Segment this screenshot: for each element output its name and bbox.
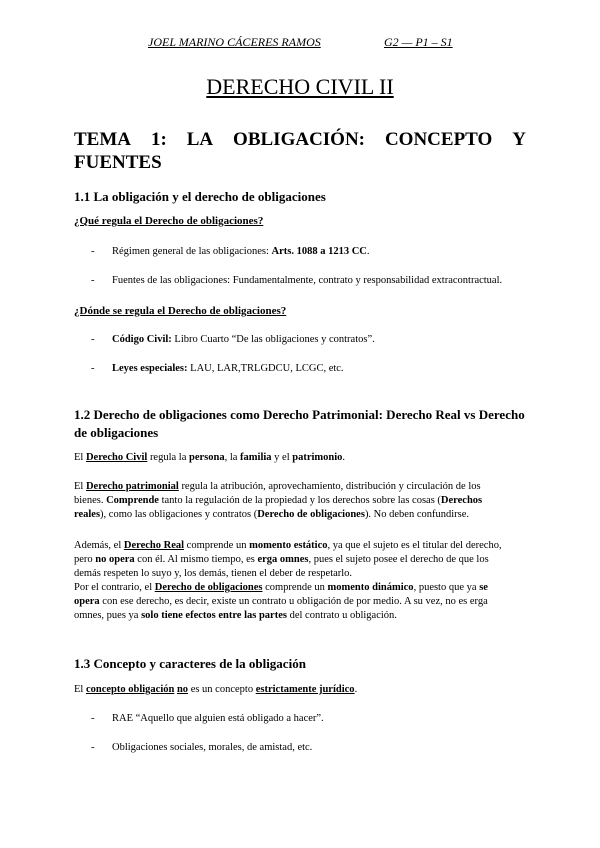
- question-que-regula: ¿Qué regula el Derecho de obligaciones?: [74, 215, 264, 227]
- header-code: G2 — P1 – S1: [384, 35, 453, 49]
- text-run: del contrato u obligación.: [286, 610, 397, 621]
- term-patrimonio: patrimonio: [292, 452, 343, 463]
- text-run: con él. Al mismo tiempo, es: [134, 554, 258, 565]
- text-line: demás respeten lo suyo y, los demás, tienen el deber de respetarlo.: [74, 568, 353, 579]
- section-heading-line: de obligaciones: [74, 425, 159, 440]
- text-run: omnes, pues ya: [74, 610, 142, 621]
- term-derecho-civil: Derecho Civil: [85, 452, 148, 463]
- term-no: no: [176, 684, 189, 695]
- term-derecho-obligaciones: Derecho de obligaciones: [257, 509, 365, 520]
- list-item-text: Régimen general de las obligaciones:: [112, 246, 272, 257]
- term-derecho-obligaciones: Derecho de obligaciones: [154, 582, 263, 593]
- text-run: tanto la regulación de la propiedad y los derechos sobre las cosas (: [158, 495, 441, 506]
- tema-word: TEMA: [74, 129, 131, 150]
- text-run: regula la: [147, 452, 189, 463]
- term-no-opera: no opera: [95, 554, 135, 565]
- term-comprende: Comprende: [106, 495, 159, 506]
- bullet-dash: -: [91, 713, 95, 724]
- term-concepto-obligacion: concepto obligación: [85, 684, 175, 695]
- paragraph: [74, 683, 526, 697]
- term-se: se: [479, 582, 488, 593]
- bullet-dash: -: [91, 742, 95, 753]
- section-1-2-heading: [74, 406, 525, 442]
- term-derecho-real: Derecho Real: [123, 540, 185, 551]
- section-1-3-heading: 1.3 Concepto y caracteres de la obligación: [74, 656, 306, 671]
- term-momento-estatico: momento estático: [249, 540, 328, 551]
- tema-word: LA: [186, 129, 214, 150]
- term-familia: familia: [240, 452, 272, 463]
- list-item-bold: Código Civil:: [112, 334, 172, 345]
- text-run: El: [74, 684, 86, 695]
- text-run: .: [354, 684, 358, 695]
- text-run: Además, el: [74, 540, 124, 551]
- text-run: El: [74, 452, 86, 463]
- term-efectos-partes: solo tiene efectos entre las partes: [141, 610, 287, 621]
- text-run: y el: [271, 452, 293, 463]
- term-derecho-patrimonial: Derecho patrimonial: [85, 481, 179, 492]
- text-run: , puesto que ya: [413, 582, 480, 593]
- tema-word: CONCEPTO: [384, 129, 493, 150]
- list-item-end: .: [366, 246, 370, 257]
- articles-reference: Arts. 1088 a 1213 CC: [271, 246, 367, 257]
- tema-word: Y: [512, 129, 526, 150]
- bullet-dash: -: [91, 246, 95, 257]
- text-run: con ese derecho, es decir, existe un contrato u obligación de por medio. A su vez, no es erga: [99, 596, 488, 607]
- tema-heading: [74, 128, 526, 174]
- section-1-1-heading: 1.1 La obligación y el derecho de obligaciones: [74, 189, 326, 204]
- text-run: regula la atribución, aprovechamiento, distribución y circulación de los: [178, 481, 481, 492]
- list-item-text: Obligaciones sociales, morales, de amistad, etc.: [112, 742, 313, 753]
- list-item-text: Fuentes de las obligaciones: Fundamentalmente, contrato y responsabilidad extracontractual.: [112, 275, 503, 286]
- text-run: comprende un: [184, 540, 250, 551]
- question-donde-regula: ¿Dónde se regula el Derecho de obligaciones?: [74, 305, 287, 317]
- text-run: El: [74, 481, 86, 492]
- text-run: , ya que el sujeto es el titular del derecho,: [327, 540, 502, 551]
- tema-line-2: FUENTES: [74, 152, 162, 173]
- section-heading-line: 1.2 Derecho de obligaciones como Derecho Patrimonial: Derecho Real vs Derecho: [74, 407, 525, 422]
- text-run: ), como las obligaciones y contratos (: [100, 509, 258, 520]
- term-erga-omnes: erga omnes: [257, 554, 309, 565]
- term-derechos: Derechos: [440, 495, 483, 506]
- tema-word: OBLIGACIÓN:: [233, 129, 366, 150]
- header-author: JOEL MARINO CÁCERES RAMOS: [148, 35, 321, 49]
- term-reales: reales: [74, 509, 101, 520]
- paragraph: [74, 451, 526, 465]
- text-run: , pues el sujeto posee el derecho de que los: [308, 554, 489, 565]
- paragraph: [74, 539, 526, 623]
- text-run: Por el contrario, el: [74, 582, 155, 593]
- text-run: pero: [74, 554, 96, 565]
- text-run: ). No deben confundirse.: [364, 509, 470, 520]
- paragraph: [74, 480, 526, 522]
- list-item-text: RAE “Aquello que alguien está obligado a hacer”.: [112, 713, 324, 724]
- term-momento-dinamico: momento dinámico: [327, 582, 414, 593]
- term-opera: opera: [74, 596, 100, 607]
- list-item-bold: Leyes especiales:: [112, 363, 188, 374]
- term-estrictamente-juridico: estrictamente jurídico: [255, 684, 355, 695]
- text-run: , la: [224, 452, 241, 463]
- term-persona: persona: [189, 452, 225, 463]
- text-run: es un concepto: [188, 684, 256, 695]
- text-run: .: [342, 452, 346, 463]
- list-item-text: LAU, LAR,TRLGDCU, LCGC, etc.: [187, 363, 344, 374]
- bullet-dash: -: [91, 363, 95, 374]
- list-item-text: Libro Cuarto “De las obligaciones y contratos”.: [171, 334, 375, 345]
- text-run: bienes.: [74, 495, 107, 506]
- tema-word: 1:: [150, 129, 167, 150]
- bullet-dash: -: [91, 275, 95, 286]
- document-title: DERECHO CIVIL II: [206, 74, 394, 99]
- text-run: comprende un: [262, 582, 328, 593]
- bullet-dash: -: [91, 334, 95, 345]
